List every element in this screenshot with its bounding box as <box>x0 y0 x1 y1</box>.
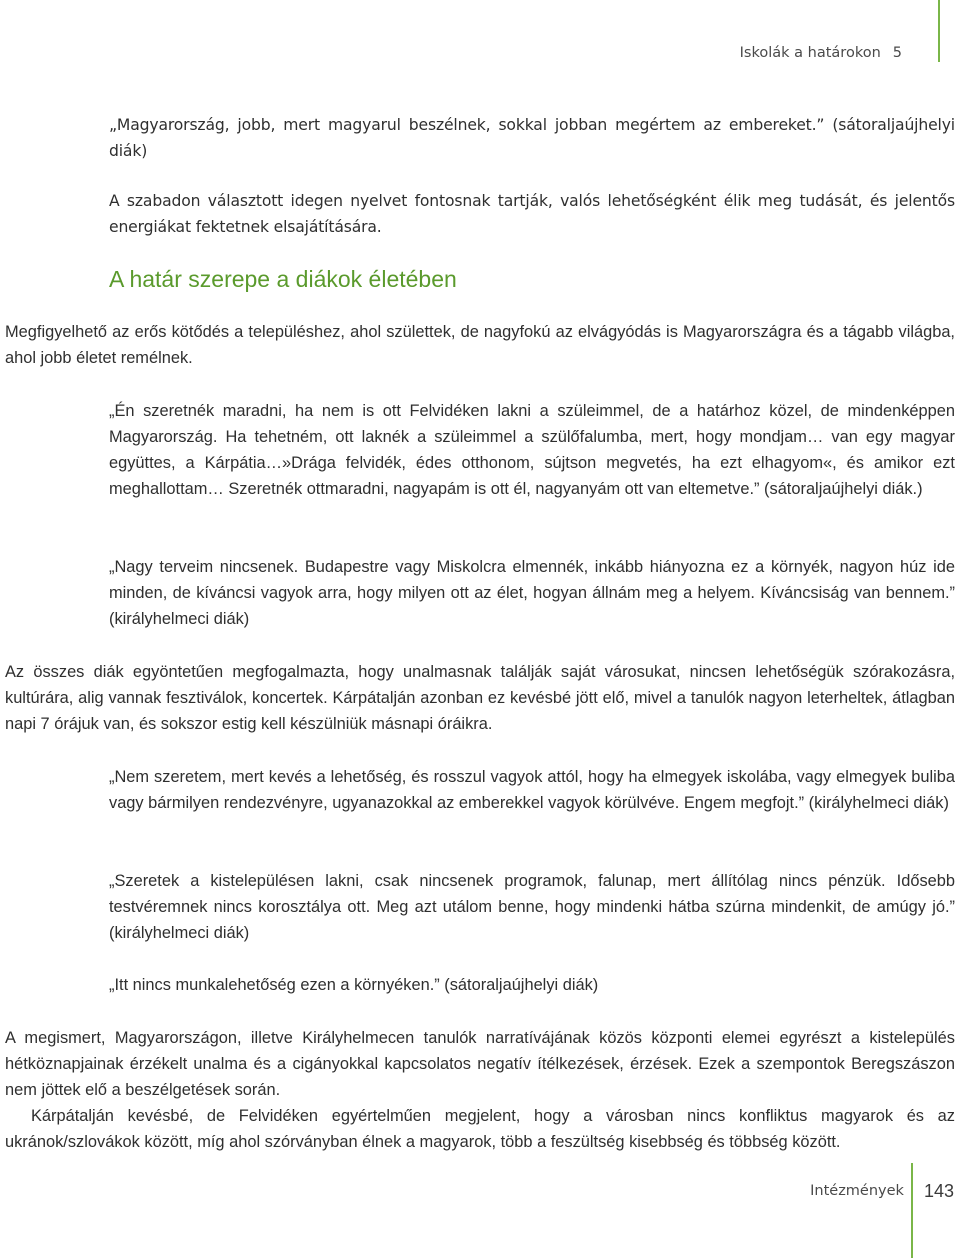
paragraph-2: Megfigyelhető az erős kötődés a településhez, ahol születtek, de nagyfokú az elvágyódás is Magyarországra és a tágabb világba, ahol jobb életet remélnek. <box>5 323 955 367</box>
footer <box>810 1178 954 1204</box>
footer-section-title: Intézmények <box>810 1183 904 1199</box>
quote-4: „Nem szeretem, mert kevés a lehetőség, és rosszul vagyok attól, hogy ha elmegyek iskolába, vagy elmegyek buliba vagy bármilyen rendezvényre, ugyanazokkal az emberekkel vagyok körülvéve. Engem megfojt.” (királyhelmeci diák) <box>109 768 955 812</box>
quote-2: „Én szeretnék maradni, ha nem is ott Felvidéken lakni a szüleimmel, de a határhoz közel, de mindenképpen Magyarország. Ha tehetném, ott laknék a szüleimmel a szülőfalumba, mert, hogy mondjam… van egy magyar együttes, a Kárpátia…»Drága felvidék, édes otthonom, sújtson megvetés, ha ezt elhagyom«, és amikor ezt meghallottam… Szeretnék ottmaradni, nagyapám is ott él, nagyanyám ott van eltemetve.” (sátoraljaújhelyi diák.) <box>109 402 955 498</box>
paragraph-5: Kárpátalján kevésbé, de Felvidéken egyértelműen megjelent, hogy a városban nincs konfliktus magyarok és az ukránok/szlovákok között, míg ahol szórványban élnek a magyarok, több a feszültség kisebbség és többség között. <box>5 1107 955 1151</box>
quote-5: „Szeretek a kistelepülésen lakni, csak nincsenek programok, falunap, mert állítólag nincs pénzük. Idősebb testvéremnek nincs korosztálya ott. Meg azt utálom benne, hogy mindenki hátba szúrna mindenkit, de amúgy jó.” (királyhelmeci diák) <box>109 872 955 942</box>
paragraph-3: Az összes diák egyöntetűen megfogalmazta, hogy unalmasnak találják saját városukat, nincsen lehetőségük szórakozásra, kultúrára, alig vannak fesztiválok, koncertek. Kárpátalján azonban ez kevésbé jött elő, mivel a tanulók nagyon leterheltek, átlagban napi 7 órájuk van, és sokszor estig kell készülniük másnapi óráikra. <box>5 663 955 733</box>
header-page-number: 5 <box>892 45 902 61</box>
running-head <box>740 42 902 64</box>
paragraph-4: A megismert, Magyarországon, illetve Királyhelmecen tanulók narratívájának közös központi elemei egyrészt a kistelepülés hétköznapjainak érzékelt unalma és a cigányokkal kapcsolatos negatív ítélkezések, érzések. Ezek a szempontok Beregszászon nem jöttek elő a beszélgetések során. <box>5 1029 955 1099</box>
quote-1: „Magyarország, jobb, mert magyarul beszélnek, sokkal jobban megértem az embereket.” (sátoraljaújhelyi diák) <box>109 116 955 160</box>
quote-3: „Nagy terveim nincsenek. Budapestre vagy Miskolcra elmennék, inkább hiányozna ez a környék, nagyon húz ide minden, de kíváncsi vagyok arra, hogy milyen ott az élet, hogyan állnám meg a helyem. Kíváncsiság van bennem.” (királyhelmeci diák) <box>109 558 955 628</box>
section-heading: A határ szerepe a diákok életében <box>109 266 457 292</box>
header-vertical-rule <box>938 0 940 62</box>
quote-6: „Itt nincs munkalehetőség ezen a környéken.” (sátoraljaújhelyi diák) <box>109 976 599 994</box>
running-title: Iskolák a határokon <box>739 45 881 61</box>
footer-page-number: 143 <box>923 1180 954 1201</box>
paragraph-1: A szabadon választott idegen nyelvet fontosnak tartják, valós lehetőségként élik meg tudását, és jelentős energiákat fektetnek elsajátítására. <box>109 192 955 236</box>
